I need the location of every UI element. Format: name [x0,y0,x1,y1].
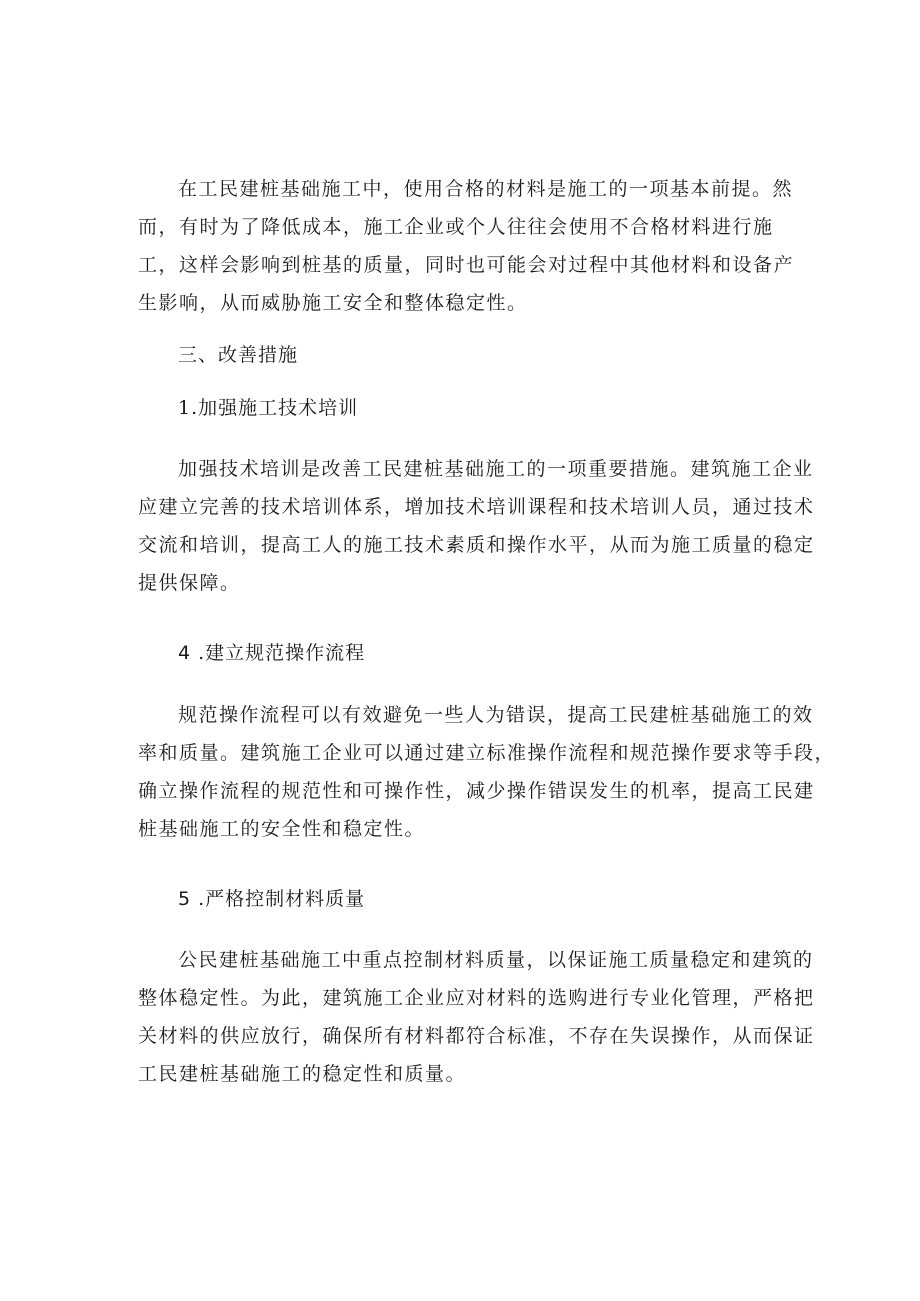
section-heading-improvement [138,336,798,374]
paragraph-training [138,450,815,602]
subheading-title [138,880,798,918]
paragraph-line: 而，有时为了降低成本，施工企业或个人往往会使用不合格材料进行施 [138,216,774,238]
paragraph-operation-process [138,696,836,848]
paragraph-line: 生影响，从而威胁施工安全和整体稳定性。 [138,292,528,314]
subheading-title [138,634,798,672]
subheading-number: 5 [178,888,192,910]
paragraph-line: 提供保障。 [138,572,241,594]
paragraph-line: 确立操作流程的规范性和可操作性，减少操作错误发生的机率，提高工民建 [138,780,815,802]
paragraph-material-quality-risk [138,170,798,322]
subheading-material-control [138,880,798,918]
subheading-operation-process [138,634,798,672]
paragraph-line: 规范操作流程可以有效避免一些人为错误，提高工民建桩基础施工的效 [178,704,814,726]
paragraph-line: 应建立完善的技术培训体系，增加技术培训课程和技术培训人员，通过技术 [138,496,815,518]
paragraph-line: 加强技术培训是改善工民建桩基础施工的一项重要措施。建筑施工企业 [178,458,814,480]
subheading-text: .建立规范操作流程 [198,642,366,664]
paragraph-line: 率和质量。建筑施工企业可以通过建立标准操作流程和规范操作要求等手段， [138,742,836,764]
subheading-text: .严格控制材料质量 [198,888,366,910]
section-title: 三、改善措施 [178,344,299,366]
paragraph-material-control [138,941,815,1093]
paragraph-line: 整体稳定性。为此，建筑施工企业应对材料的选购进行专业化管理，严格把 [138,987,815,1009]
subheading-training [138,389,798,427]
paragraph-line: 在工民建桩基础施工中，使用合格的材料是施工的一项基本前提。然 [178,178,794,200]
subheading-number: 4 [178,642,192,664]
paragraph-line: 工民建桩基础施工的稳定性和质量。 [138,1063,467,1085]
paragraph-line: 交流和培训，提高工人的施工技术素质和操作水平，从而为施工质量的稳定 [138,534,815,556]
paragraph-line: 工，这样会影响到桩基的质量，同时也可能会对过程中其他材料和设备产 [138,254,795,276]
paragraph-line: 桩基础施工的安全性和稳定性。 [138,818,426,840]
paragraph-line: 关材料的供应放行，确保所有材料都符合标准，不存在失误操作，从而保证 [138,1025,815,1047]
paragraph-line: 公民建桩基础施工中重点控制材料质量，以保证施工质量稳定和建筑的 [178,949,814,971]
subheading-title: 1.加强施工技术培训 [178,397,359,419]
